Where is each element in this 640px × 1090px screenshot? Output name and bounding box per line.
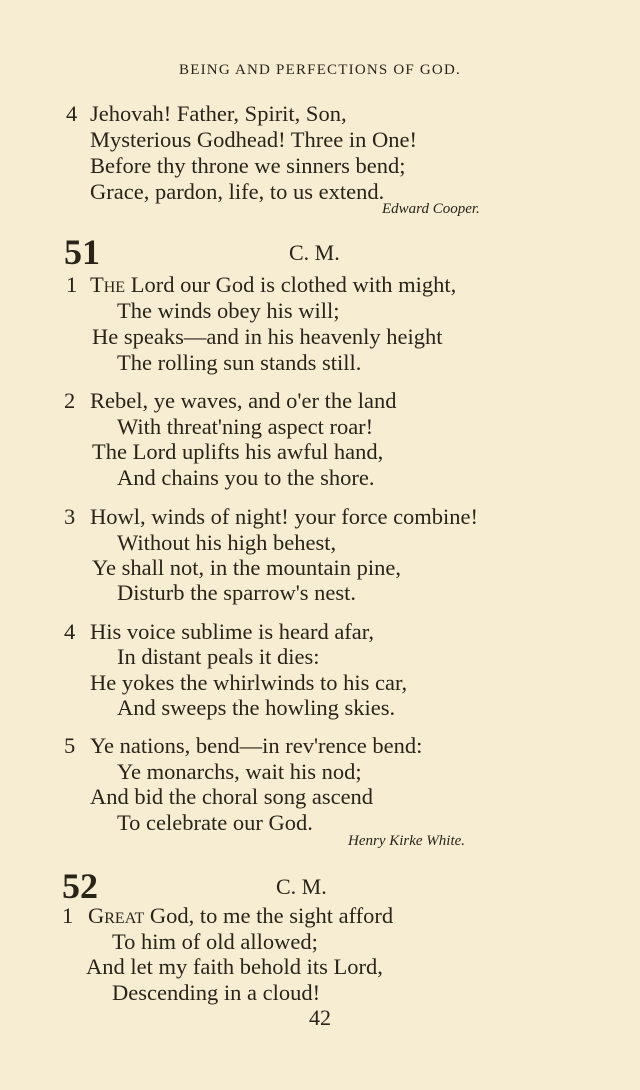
hymn-meter: C. M. bbox=[289, 240, 340, 265]
verse-line: The Lord uplifts his awful hand, bbox=[92, 439, 384, 464]
stanza-number: 3 bbox=[64, 504, 76, 529]
verse-line: Grace, pardon, life, to us extend. bbox=[90, 179, 385, 204]
verse-line: Without his high behest, bbox=[117, 530, 337, 555]
stanza-number: 1 bbox=[66, 272, 78, 297]
hymn-number: 51 bbox=[64, 232, 100, 272]
verse-line: He speaks—and in his heavenly height bbox=[92, 324, 443, 349]
stanza-number: 2 bbox=[64, 388, 76, 413]
hymn-number: 52 bbox=[62, 866, 98, 906]
verse-line: Ye shall not, in the mountain pine, bbox=[92, 555, 401, 580]
verse-line: Rebel, ye waves, and o'er the land bbox=[90, 388, 397, 413]
verse-line: His voice sublime is heard afar, bbox=[90, 619, 375, 644]
stanza-number: 5 bbox=[64, 733, 76, 758]
stanza-number: 1 bbox=[62, 903, 74, 928]
verse-line: The winds obey his will; bbox=[117, 298, 340, 323]
verse-line: And let my faith behold its Lord, bbox=[86, 954, 383, 979]
running-header: BEING AND PERFECTIONS OF GOD. bbox=[179, 62, 461, 78]
verse-line bbox=[88, 903, 393, 929]
verse-line: Before thy throne we sinners bend; bbox=[90, 153, 406, 178]
verse-line: To him of old allowed; bbox=[112, 929, 318, 954]
stanza-number: 4 bbox=[64, 619, 76, 644]
page-number: 42 bbox=[309, 1005, 331, 1030]
verse-line: With threat'ning aspect roar! bbox=[117, 414, 374, 439]
hymn-author: Edward Cooper. bbox=[382, 201, 480, 217]
verse-line: Ye monarchs, wait his nod; bbox=[117, 759, 362, 784]
verse-line: And sweeps the howling skies. bbox=[117, 695, 396, 720]
verse-line: And bid the choral song ascend bbox=[90, 784, 374, 809]
initial-word: The bbox=[90, 272, 126, 297]
verse-text: Lord our God is clothed with might, bbox=[130, 272, 457, 297]
verse-line: He yokes the whirlwinds to his car, bbox=[90, 670, 408, 695]
initial-word: Great bbox=[88, 903, 145, 928]
verse-line: Descending in a cloud! bbox=[112, 980, 321, 1005]
verse-line: Jehovah! Father, Spirit, Son, bbox=[90, 101, 347, 126]
verse-line: The rolling sun stands still. bbox=[117, 350, 362, 375]
stanza-number: 4 bbox=[66, 101, 78, 126]
verse-line: Disturb the sparrow's nest. bbox=[117, 580, 357, 605]
verse-line: Mysterious Godhead! Three in One! bbox=[90, 127, 417, 152]
verse-line: To celebrate our God. bbox=[117, 810, 313, 835]
verse-line: In distant peals it dies: bbox=[117, 644, 320, 669]
verse-text: God, to me the sight afford bbox=[149, 903, 394, 928]
verse-line: Howl, winds of night! your force combine! bbox=[90, 504, 479, 529]
verse-line bbox=[90, 272, 456, 298]
verse-line: Ye nations, bend—in rev'rence bend: bbox=[90, 733, 423, 758]
hymn-author: Henry Kirke White. bbox=[348, 833, 466, 849]
verse-line: And chains you to the shore. bbox=[117, 465, 375, 490]
hymn-meter: C. M. bbox=[276, 874, 327, 899]
